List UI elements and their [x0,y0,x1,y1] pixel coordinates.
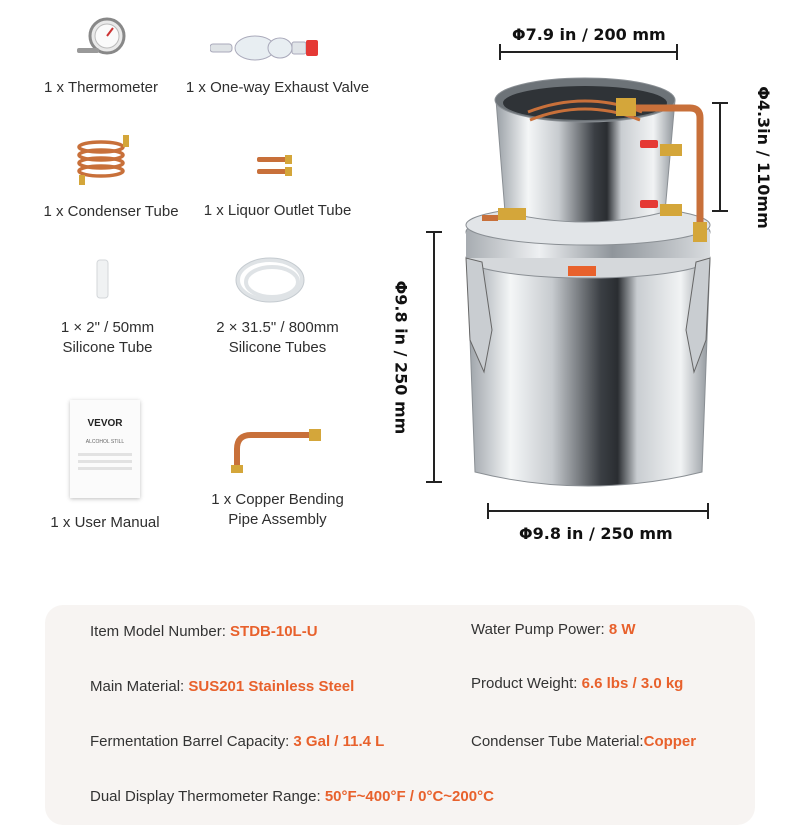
dim-top-width: Φ7.9 in / 200 mm [512,25,666,44]
spec-capacity-value: 3 Gal / 11.4 L [293,733,385,750]
spec-material [90,678,354,695]
manual-title: ALCOHOL STILL [85,439,125,445]
spec-thermo-value: 50°F~400°F / 0°C~200°C [324,788,494,805]
user-manual-label: 1 x User Manual [50,514,160,531]
spec-pump-label: Water Pump Power: [471,621,609,638]
spec-thermometer-range [90,788,494,805]
copper-pipe-label: 1 x Copper Bending Pipe Assembly [211,491,344,528]
spec-pump-value: 8 W [608,621,636,638]
spec-condenser-label: Condenser Tube Material: [471,733,644,750]
spec-condenser [471,733,696,750]
dim-barrel-height: Φ9.8 in / 250 mm [391,280,411,435]
spec-weight-label: Product Weight: [471,675,582,692]
condenser-tube-label: 1 x Condenser Tube [43,203,179,220]
spec-capacity [90,733,384,750]
spec-material-label: Main Material: [90,678,189,695]
spec-weight [471,675,683,692]
spec-model [90,623,318,640]
spec-condenser-value: Copper [643,733,697,750]
spec-weight-value: 6.6 lbs / 3.0 kg [581,675,684,692]
manual-brand: VEVOR [87,418,123,429]
spec-pump [471,621,636,638]
silicone-tube-label: 1 × 2" / 50mm Silicone Tube [60,319,155,356]
spec-model-value: STDB-10L-U [230,623,318,640]
liquor-outlet-label: 1 x Liquor Outlet Tube [203,202,352,219]
spec-capacity-label: Fermentation Barrel Capacity: [90,733,294,750]
dim-top-height: Φ4.3in / 110mm [753,86,773,229]
spec-thermo-label: Dual Display Thermometer Range: [90,788,325,805]
spec-model-label: Item Model Number: [90,623,231,640]
exhaust-valve-label: 1 x One-way Exhaust Valve [185,79,370,96]
dim-barrel-width: Φ9.8 in / 250 mm [519,524,673,543]
spec-material-value: SUS201 Stainless Steel [188,678,355,695]
thermometer-label: 1 x Thermometer [44,79,158,96]
silicone-tubes-label: 2 × 31.5" / 800mm Silicone Tubes [216,319,339,356]
